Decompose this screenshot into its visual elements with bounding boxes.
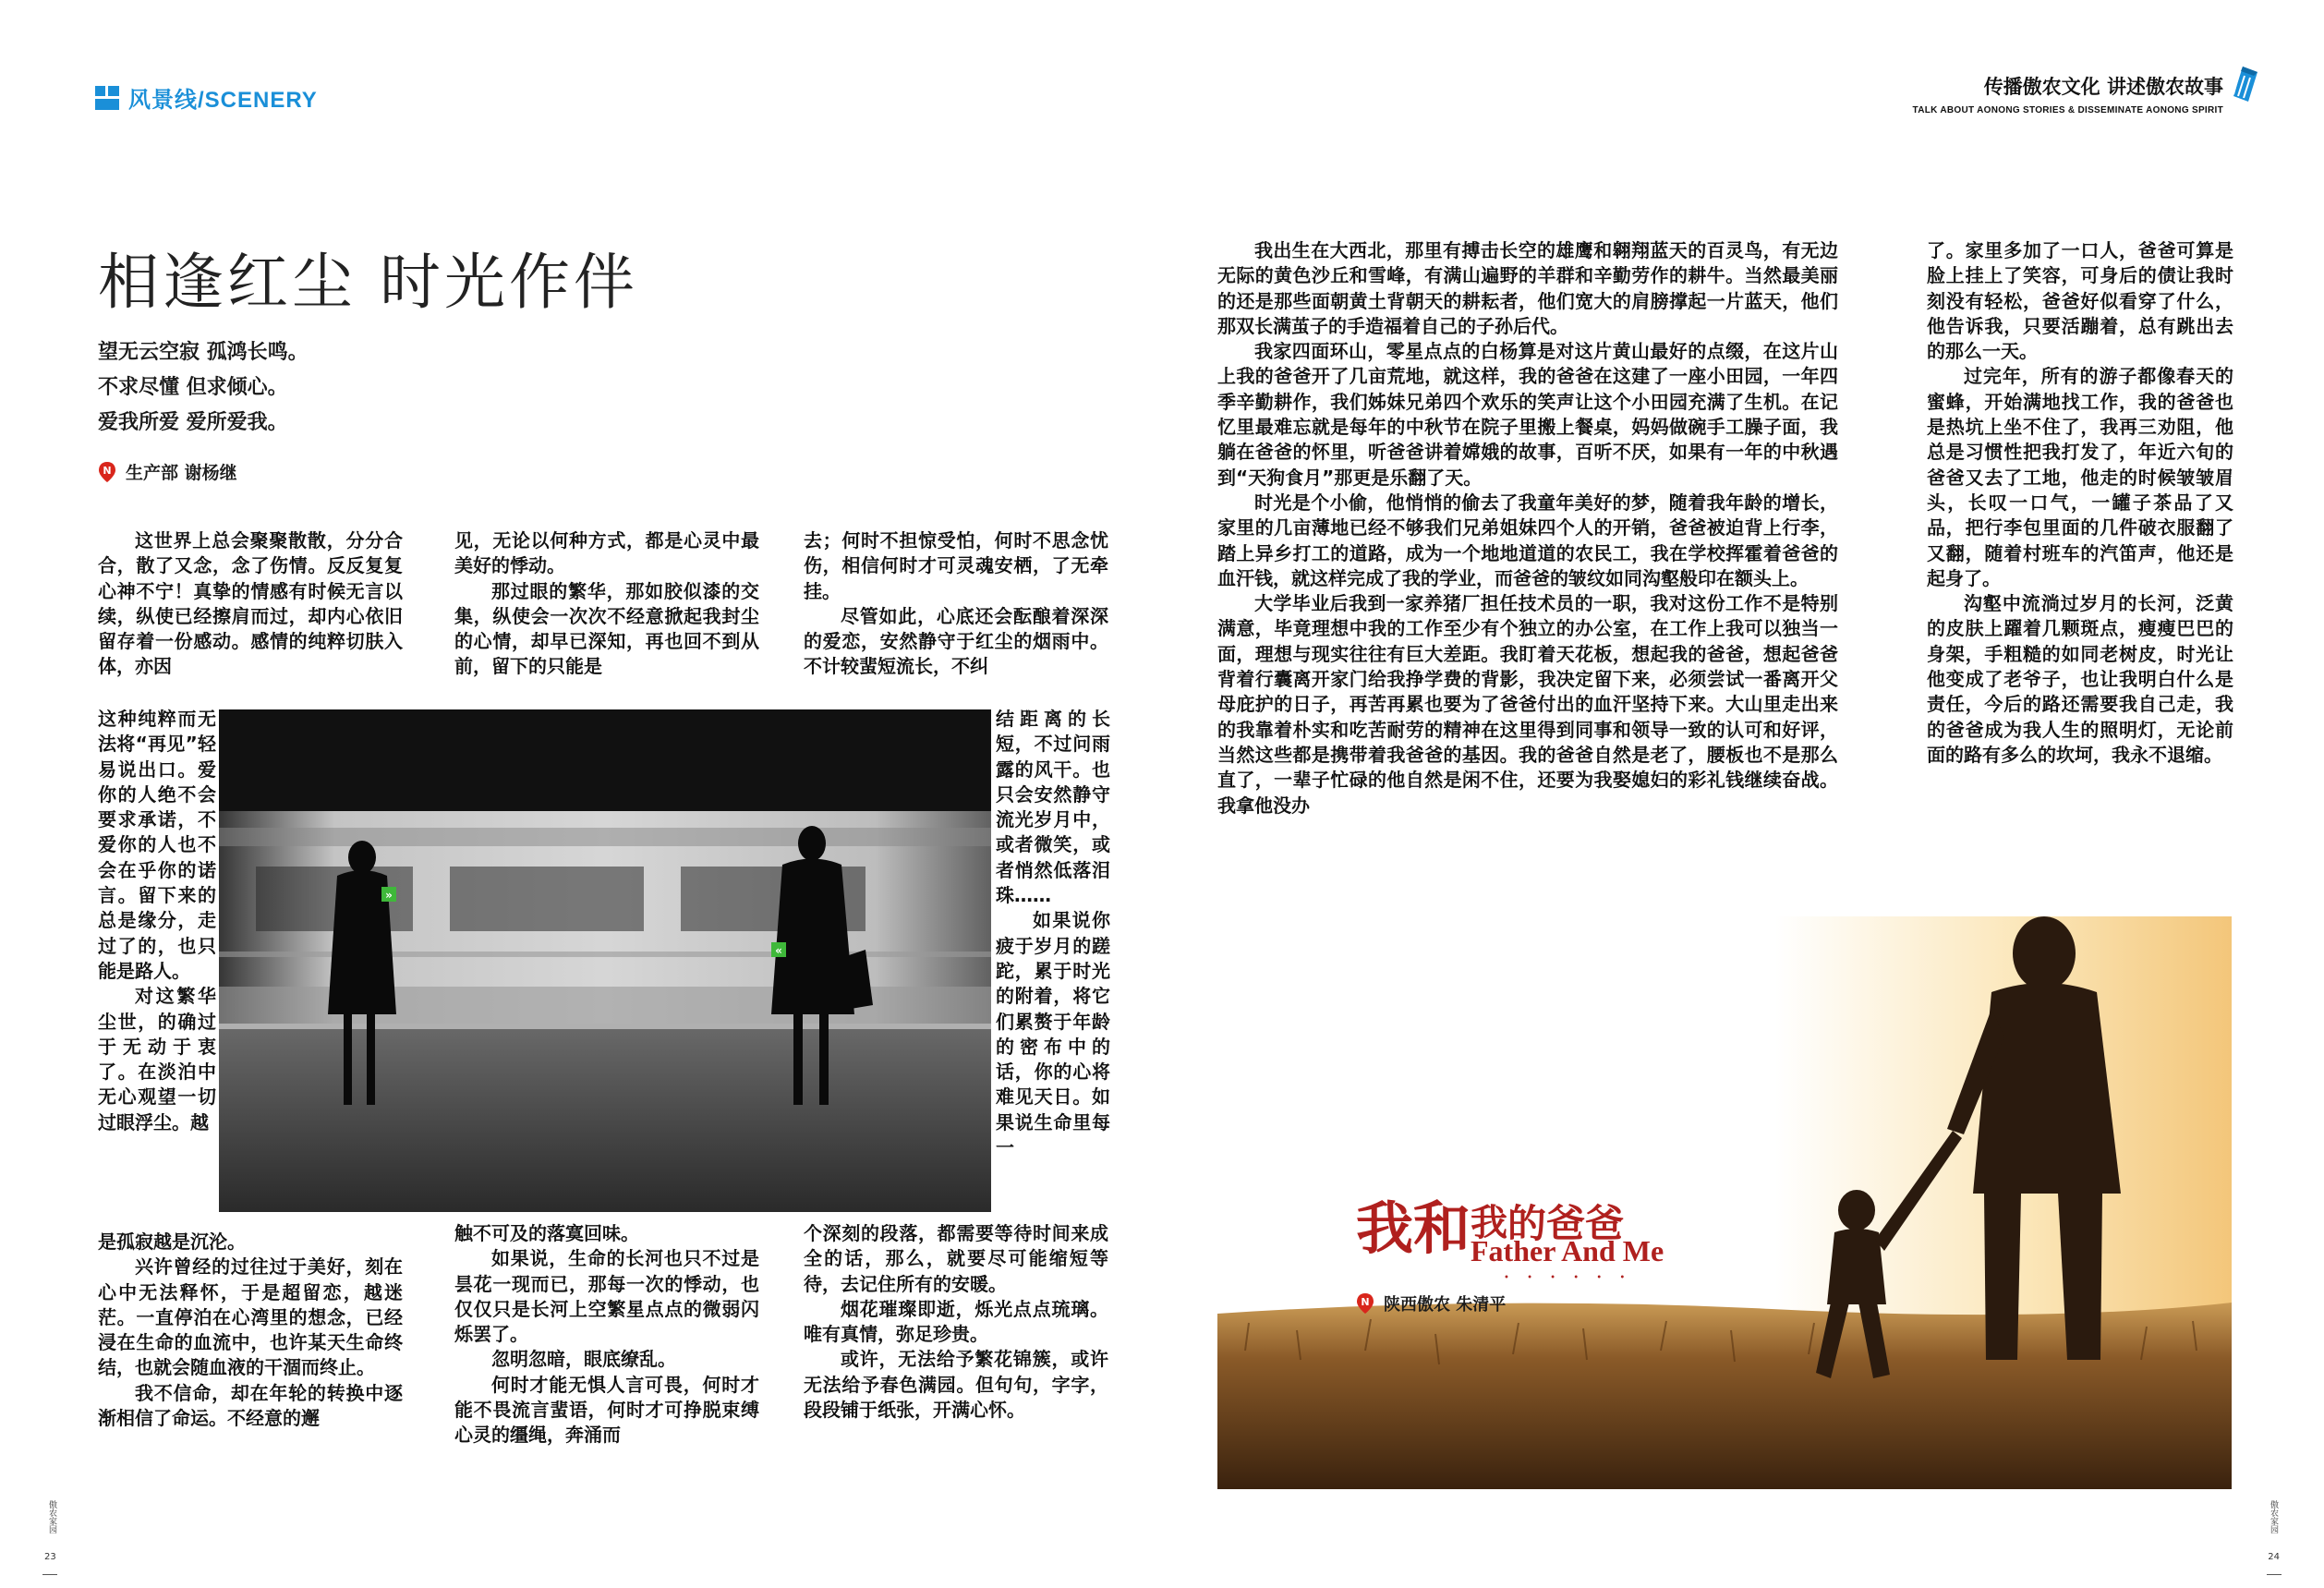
- verse-line: 望无云空寂 孤鸿长鸣。: [98, 340, 309, 364]
- pencil-icon: [2230, 65, 2259, 105]
- article1-col2-bottom: [454, 1221, 759, 1508]
- article2-author: [1356, 1291, 1506, 1315]
- article1-title: 相逢红尘 时光作伴: [98, 247, 638, 318]
- section-logo-icon: [95, 86, 119, 110]
- paragraph: 那过眼的繁华，那如胶似漆的交集，纵使会一次次不经意掀起我封尘的心情，却早已深知，再也回不到从前，留下的只能是: [454, 579, 759, 678]
- page-number-right: 24: [2268, 1552, 2280, 1562]
- paragraph: 我不信命，却在年轮的转换中逐渐相信了命运。不经意的邂: [98, 1381, 403, 1430]
- section-tag: [95, 81, 318, 114]
- paragraph: 个深刻的段落，都需要等待时间来成全的话，那么，就要尽可能缩短等待，去记住所有的安暖。: [804, 1222, 1108, 1295]
- paragraph: 这世界上总会聚聚散散，分分合合，散了又念，念了伤情。反反复复心神不宁！真挚的情感有时候无言以续，纵使已经擦肩而过，却内心依旧留存着一份感动。感情的纯粹切肤入体，亦因: [98, 529, 403, 678]
- svg-text:«: «: [775, 944, 782, 957]
- verse-line: 不求尽懂 但求倾心。: [98, 375, 288, 399]
- title-char: 我: [1471, 1201, 1508, 1244]
- title-dots: • • • • • •: [1504, 1273, 1633, 1283]
- footer-label-right: 傲农家园: [2269, 1500, 2278, 1533]
- paragraph: 了。家里多加了一口人，爸爸可算是脸上挂上了笑容，可身后的债让我时刻没有轻松，爸爸好似看穿了什么，他告诉我，只要活蹦着，总有跳出去的那么一天。: [1927, 239, 2233, 363]
- article1-col3-bottom: [804, 1221, 1108, 1508]
- paragraph: 结距离的长短，不过问雨露的风干。也只会安然静守流光岁月中，或者微笑，或者悄然低落泪珠……: [996, 708, 1110, 907]
- article1-author: [98, 459, 237, 484]
- article2-col4: [1217, 238, 1838, 922]
- paragraph: 大学毕业后我到一家养猪厂担任技术员的一职，我对这份工作不是特别满意，毕竟理想中我的工作至少有个独立的办公室，在工作上我可以独当一面，理想与现实往往有巨大差距。我盯着天花板，想起我的爸爸，想起爸爸背着行囊离开家门给我挣学费的背影，我决定留下来，必须尝试一番离开父母庇护的日子，再苦再累也要为了爸爸付出的血汗坚持下来。大山里走出来的我靠着朴实和吃苦耐劳的精神在这里得到同事和领导一致的认可和好评，当然这些都是携带着我爸爸的基因。我的爸爸自然是老了，腰板也不是那么直了，一辈子忙碌的他自然是闲不住，还要为我娶媳妇的彩礼钱继续奋战。我拿他没办: [1217, 592, 1838, 817]
- verse-line: 爱我所爱 爱所爱我。: [98, 410, 288, 434]
- footer-rule-left: [42, 1574, 57, 1575]
- slogan-en: TALK ABOUT AONONG STORIES & DISSEMINATE AONONG SPIRIT: [1912, 105, 2223, 115]
- paragraph: 忽明忽暗，眼底缭乱。: [491, 1348, 676, 1371]
- paragraph: 我出生在大西北，那里有搏击长空的雄鹰和翱翔蓝天的百灵鸟，有无边无际的黄色沙丘和雪峰，有满山遍野的羊群和辛勤劳作的耕牛。当然最美丽的还是那些面朝黄土背朝天的耕耘者，他们宽大的肩膀撑起一片蓝天，他们那双长满茧子的手造福着自己的子孙后代。: [1217, 239, 1838, 337]
- article2-col5: [1927, 238, 2233, 885]
- paragraph: 触不可及的落寞回味。: [454, 1222, 639, 1244]
- paragraph: 尽管如此，心底还会酝酿着深深的爱恋，安然静守于红尘的烟雨中。不计较蜚短流长，不纠: [804, 604, 1108, 678]
- article1-col2-top: [454, 528, 759, 706]
- location-pin-icon: [1356, 1292, 1374, 1315]
- article1-col3-top: [804, 528, 1108, 706]
- section-label: 风景线/SCENERY: [128, 88, 318, 113]
- article1-col3-narrow: [996, 707, 1110, 1215]
- paragraph: 时光是个小偷，他悄悄的偷去了我童年美好的梦，随着我年龄的增长，家里的几亩薄地已经不够我们兄弟姐妹四个人的开销，爸爸被迫背上行李，踏上异乡打工的道路，成为一个地地道道的农民工，我在学校挥霍着爸爸的血汗钱，就这样完成了我的学业，而爸爸的皱纹如同沟壑般印在额头上。: [1217, 491, 1838, 589]
- paragraph: 烟花璀璨即逝，烁光点点琉璃。唯有真情，弥足珍贵。: [804, 1297, 1108, 1346]
- paragraph: 或许，无法给予繁花锦簇，或许无法给予春色满园。但句句，字字，段段铺于纸张，开满心怀。: [804, 1348, 1108, 1422]
- footer-label-left: 傲农家园: [47, 1500, 56, 1533]
- paragraph: 这种纯粹而无法将“再见”轻易说出口。爱你的人绝不会要求承诺，不爱你的人也不会在乎你的诺言。留下来的总是缘分，走过了的，也只能是路人。: [98, 708, 216, 982]
- author-name: 生产部 谢杨继: [126, 463, 237, 483]
- paragraph: 对这繁华尘世，的确过于无动于衷了。在淡泊中无心观望一切过眼浮尘。越: [98, 985, 216, 1133]
- paragraph: 沟壑中流淌过岁月的长河，泛黄的皮肤上躍着几颗斑点，瘦瘦巴巴的身架，手粗糙的如同老树皮，时光让他变成了老爷子，也让我明白什么是责任，今后的路还需要我自己走，我的爸爸成为我人生的照明灯，无论前面的路有多么的坎坷，我永不退缩。: [1927, 592, 2233, 766]
- article1-col1-bottom: [98, 1230, 403, 1507]
- title-rest: 的爸爸: [1507, 1201, 1625, 1246]
- slogan-cn: 传播傲农文化 讲述傲农故事: [1983, 76, 2223, 98]
- paragraph: 何时才能无惧人言可畏，何时才能不畏流言蜚语，何时才可挣脱束缚心灵的缰绳，奔涌而: [454, 1373, 759, 1447]
- title-char: 和: [1413, 1194, 1471, 1262]
- svg-text:N: N: [1361, 1296, 1370, 1308]
- article1-col1-narrow: [98, 707, 216, 1220]
- article1-verse: [98, 334, 309, 440]
- paragraph: 如果说，生命的长河也只不过是昙花一现而已，那每一次的悸动，也仅仅只是长河上空繁星点点的微弱闪烁罢了。: [454, 1247, 759, 1346]
- title-en: Father And Me: [1471, 1234, 1664, 1267]
- page-number-left: 23: [44, 1552, 56, 1562]
- slogan: [1913, 72, 2223, 115]
- paragraph: 去；何时不担惊受怕，何时不思念忧伤，相信何时才可灵魂安栖，了无牵挂。: [804, 529, 1108, 602]
- article1-col1-top: [98, 528, 403, 706]
- paragraph: 兴许曾经的过往过于美好，刻在心中无法释怀，于是超留恋，越迷茫。一直停泊在心湾里的想念，已经浸在生命的血流中，也许某天生命终结，也就会随血液的干涸而终止。: [98, 1255, 403, 1379]
- paragraph: 见，无论以何种方式，都是心灵中最美好的悸动。: [454, 529, 759, 577]
- article2-title: [1356, 1182, 1664, 1283]
- svg-text:N: N: [103, 464, 112, 477]
- paragraph: 过完年，所有的游子都像春天的蜜蜂，开始满地找工作，我的爸爸也是热坑上坐不住了，我再三劝阻，他总是习惯性把我打发了，年近六旬的爸爸又去了工地，他走的时候皱皱眉头，长叹一口气，一罐子茶品了又品，把行李包里面的几件破衣服翻了又翻，随着村班车的汽笛声，他还是起身了。: [1927, 365, 2233, 589]
- paragraph: 如果说你疲于岁月的蹉跎，累于时光的附着，将它们累赘于年龄的密布中的话，你的心将难见天日。如果说生命里每一: [996, 909, 1110, 1159]
- svg-text:»: »: [385, 889, 393, 902]
- metro-station-photo: [219, 709, 991, 1212]
- paragraph: 是孤寂越是沉沦。: [98, 1230, 246, 1253]
- location-pin-icon: [98, 461, 116, 483]
- footer-rule-right: [2267, 1574, 2282, 1575]
- author-name: 陕西傲农 朱清平: [1384, 1295, 1507, 1315]
- paragraph: 我家四面环山，零星点点的白杨算是对这片黄山最好的点缀，在这片山上我的爸爸开了几亩荒地，就这样，我的爸爸在这建了一座小田园，一年四季辛勤耕作，我们姊妹兄弟四个欢乐的笑声让这个小田园充满了生机。在记忆里最难忘就是每年的中秋节在院子里搬上餐桌，妈妈做碗手工臊子面，我躺在爸爸的怀里，听爸爸讲着嫦娥的故事，百听不厌，如果有一年的中秋遇到“天狗食月”那更是乐翻了天。: [1217, 340, 1838, 489]
- title-char: 我: [1356, 1194, 1414, 1262]
